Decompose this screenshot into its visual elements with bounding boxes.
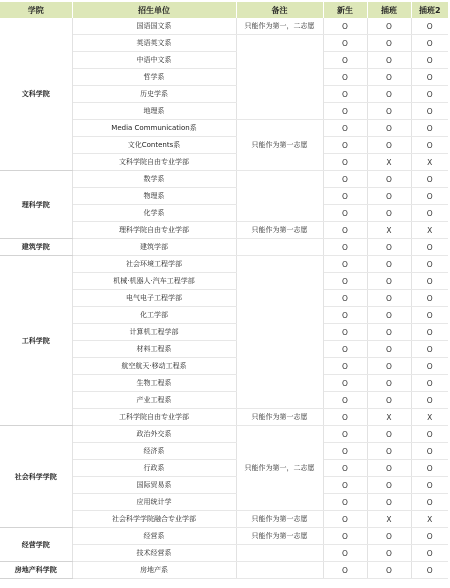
- unit-cell: 社会环境工程学部: [72, 256, 236, 273]
- unit-cell: 理科学院自由专业学部: [72, 222, 236, 239]
- transfer-2-mark: O: [411, 273, 448, 290]
- transfer-2-mark: X: [411, 409, 448, 426]
- transfer-mark: O: [367, 18, 411, 35]
- transfer-2-mark: O: [411, 103, 448, 120]
- transfer-mark: O: [367, 171, 411, 188]
- transfer-2-mark: X: [411, 511, 448, 528]
- college-cell: 房地产科学院: [0, 562, 72, 579]
- transfer-mark: O: [367, 86, 411, 103]
- unit-cell: 电气电子工程学部: [72, 290, 236, 307]
- transfer-mark: O: [367, 494, 411, 511]
- new-student-mark: O: [323, 409, 367, 426]
- new-student-mark: O: [323, 375, 367, 392]
- unit-cell: 经济系: [72, 443, 236, 460]
- table-row: [0, 426, 448, 443]
- unit-cell: 机械·机器人·汽车工程学部: [72, 273, 236, 290]
- admission-table: [0, 2, 448, 579]
- transfer-2-mark: O: [411, 545, 448, 562]
- transfer-2-mark: O: [411, 137, 448, 154]
- transfer-2-mark: O: [411, 358, 448, 375]
- transfer-2-mark: O: [411, 307, 448, 324]
- transfer-2-mark: O: [411, 341, 448, 358]
- transfer-2-mark: O: [411, 86, 448, 103]
- new-student-mark: O: [323, 545, 367, 562]
- transfer-2-mark: O: [411, 171, 448, 188]
- new-student-mark: O: [323, 528, 367, 545]
- new-student-mark: O: [323, 103, 367, 120]
- transfer-2-mark: O: [411, 562, 448, 579]
- unit-cell: 应用统计学: [72, 494, 236, 511]
- table-row: [0, 528, 448, 545]
- new-student-mark: O: [323, 307, 367, 324]
- transfer-mark: O: [367, 443, 411, 460]
- transfer-2-mark: O: [411, 120, 448, 137]
- note-cell: 只能作为第一，二志愿: [236, 18, 323, 35]
- transfer-2-mark: O: [411, 205, 448, 222]
- college-cell: 社会科学学院: [0, 426, 72, 528]
- table-row: [0, 256, 448, 273]
- header-unit: 招生单位: [72, 2, 236, 18]
- unit-cell: 国语国文系: [72, 18, 236, 35]
- unit-cell: 材料工程系: [72, 341, 236, 358]
- transfer-2-mark: O: [411, 239, 448, 256]
- transfer-2-mark: O: [411, 188, 448, 205]
- new-student-mark: O: [323, 18, 367, 35]
- header-row: [0, 2, 448, 18]
- header-new-student: 新生: [323, 2, 367, 18]
- header-college: 学院: [0, 2, 72, 18]
- transfer-2-mark: O: [411, 528, 448, 545]
- unit-cell: 数学系: [72, 171, 236, 188]
- transfer-mark: O: [367, 273, 411, 290]
- unit-cell: 地理系: [72, 103, 236, 120]
- unit-cell: 政治外交系: [72, 426, 236, 443]
- transfer-2-mark: O: [411, 392, 448, 409]
- unit-cell: 化工学部: [72, 307, 236, 324]
- new-student-mark: O: [323, 341, 367, 358]
- transfer-mark: O: [367, 52, 411, 69]
- transfer-mark: O: [367, 358, 411, 375]
- new-student-mark: O: [323, 35, 367, 52]
- new-student-mark: O: [323, 290, 367, 307]
- transfer-2-mark: O: [411, 460, 448, 477]
- new-student-mark: O: [323, 69, 367, 86]
- unit-cell: 历史学系: [72, 86, 236, 103]
- note-cell: 只能作为第一志愿: [236, 120, 323, 171]
- transfer-mark: O: [367, 341, 411, 358]
- college-cell: 建筑学院: [0, 239, 72, 256]
- transfer-mark: O: [367, 256, 411, 273]
- transfer-2-mark: O: [411, 375, 448, 392]
- transfer-mark: O: [367, 137, 411, 154]
- note-cell: 只能作为第一志愿: [236, 409, 323, 426]
- new-student-mark: O: [323, 392, 367, 409]
- transfer-2-mark: X: [411, 154, 448, 171]
- transfer-mark: O: [367, 562, 411, 579]
- transfer-mark: O: [367, 426, 411, 443]
- new-student-mark: O: [323, 273, 367, 290]
- college-cell: 理科学院: [0, 171, 72, 239]
- transfer-2-mark: O: [411, 494, 448, 511]
- unit-cell: 中语中文系: [72, 52, 236, 69]
- table-row: [0, 239, 448, 256]
- transfer-mark: O: [367, 120, 411, 137]
- unit-cell: 产业工程系: [72, 392, 236, 409]
- unit-cell: 经营系: [72, 528, 236, 545]
- unit-cell: 化学系: [72, 205, 236, 222]
- note-cell: 只能作为第一志愿: [236, 511, 323, 528]
- transfer-mark: O: [367, 460, 411, 477]
- transfer-2-mark: O: [411, 477, 448, 494]
- transfer-mark: O: [367, 324, 411, 341]
- transfer-mark: O: [367, 528, 411, 545]
- note-cell: 只能作为第一志愿: [236, 222, 323, 239]
- transfer-2-mark: X: [411, 222, 448, 239]
- transfer-mark: O: [367, 545, 411, 562]
- unit-cell: 工科学院自由专业学部: [72, 409, 236, 426]
- transfer-2-mark: O: [411, 52, 448, 69]
- note-cell: 只能作为第一，二志愿: [236, 426, 323, 511]
- transfer-mark: O: [367, 477, 411, 494]
- table-row: [0, 18, 448, 35]
- new-student-mark: O: [323, 443, 367, 460]
- transfer-mark: O: [367, 307, 411, 324]
- note-cell: [236, 35, 323, 120]
- new-student-mark: O: [323, 205, 367, 222]
- unit-cell: 文科学院自由专业学部: [72, 154, 236, 171]
- transfer-2-mark: O: [411, 256, 448, 273]
- new-student-mark: O: [323, 562, 367, 579]
- transfer-mark: O: [367, 375, 411, 392]
- new-student-mark: O: [323, 188, 367, 205]
- transfer-2-mark: O: [411, 443, 448, 460]
- transfer-mark: X: [367, 154, 411, 171]
- unit-cell: 社会科学学院融合专业学部: [72, 511, 236, 528]
- transfer-mark: O: [367, 35, 411, 52]
- table-row: [0, 562, 448, 579]
- note-cell: [236, 239, 323, 256]
- header-transfer: 插班: [367, 2, 411, 18]
- new-student-mark: O: [323, 120, 367, 137]
- unit-cell: 计算机工程学部: [72, 324, 236, 341]
- unit-cell: 技术经营系: [72, 545, 236, 562]
- header-note: 备注: [236, 2, 323, 18]
- new-student-mark: O: [323, 222, 367, 239]
- new-student-mark: O: [323, 477, 367, 494]
- transfer-2-mark: O: [411, 69, 448, 86]
- transfer-mark: X: [367, 409, 411, 426]
- transfer-mark: O: [367, 239, 411, 256]
- new-student-mark: O: [323, 511, 367, 528]
- note-cell: [236, 171, 323, 222]
- transfer-mark: O: [367, 69, 411, 86]
- note-cell: 只能作为第一志愿: [236, 528, 323, 545]
- new-student-mark: O: [323, 324, 367, 341]
- college-cell: 经营学院: [0, 528, 72, 562]
- unit-cell: 哲学系: [72, 69, 236, 86]
- new-student-mark: O: [323, 494, 367, 511]
- new-student-mark: O: [323, 460, 367, 477]
- transfer-mark: O: [367, 188, 411, 205]
- unit-cell: 行政系: [72, 460, 236, 477]
- transfer-2-mark: O: [411, 426, 448, 443]
- college-cell: 文科学院: [0, 18, 72, 171]
- unit-cell: 建筑学部: [72, 239, 236, 256]
- unit-cell: 国际贸易系: [72, 477, 236, 494]
- transfer-mark: X: [367, 511, 411, 528]
- new-student-mark: O: [323, 52, 367, 69]
- transfer-mark: O: [367, 205, 411, 222]
- unit-cell: 生物工程系: [72, 375, 236, 392]
- unit-cell: Media Communication系: [72, 120, 236, 137]
- transfer-mark: X: [367, 222, 411, 239]
- new-student-mark: O: [323, 86, 367, 103]
- transfer-mark: O: [367, 290, 411, 307]
- unit-cell: 英语英文系: [72, 35, 236, 52]
- new-student-mark: O: [323, 426, 367, 443]
- new-student-mark: O: [323, 256, 367, 273]
- unit-cell: 文化Contents系: [72, 137, 236, 154]
- transfer-2-mark: O: [411, 18, 448, 35]
- unit-cell: 物理系: [72, 188, 236, 205]
- note-cell: [236, 545, 323, 562]
- note-cell: [236, 562, 323, 579]
- transfer-mark: O: [367, 392, 411, 409]
- header-transfer-2: 插班2: [411, 2, 448, 18]
- table-row: [0, 171, 448, 188]
- transfer-2-mark: O: [411, 324, 448, 341]
- transfer-2-mark: O: [411, 35, 448, 52]
- new-student-mark: O: [323, 154, 367, 171]
- new-student-mark: O: [323, 137, 367, 154]
- new-student-mark: O: [323, 358, 367, 375]
- note-cell: [236, 256, 323, 409]
- table-body: [0, 18, 448, 579]
- new-student-mark: O: [323, 171, 367, 188]
- college-cell: 工科学院: [0, 256, 72, 426]
- transfer-mark: O: [367, 103, 411, 120]
- new-student-mark: O: [323, 239, 367, 256]
- unit-cell: 航空航天·移动工程系: [72, 358, 236, 375]
- unit-cell: 房地产系: [72, 562, 236, 579]
- transfer-2-mark: O: [411, 290, 448, 307]
